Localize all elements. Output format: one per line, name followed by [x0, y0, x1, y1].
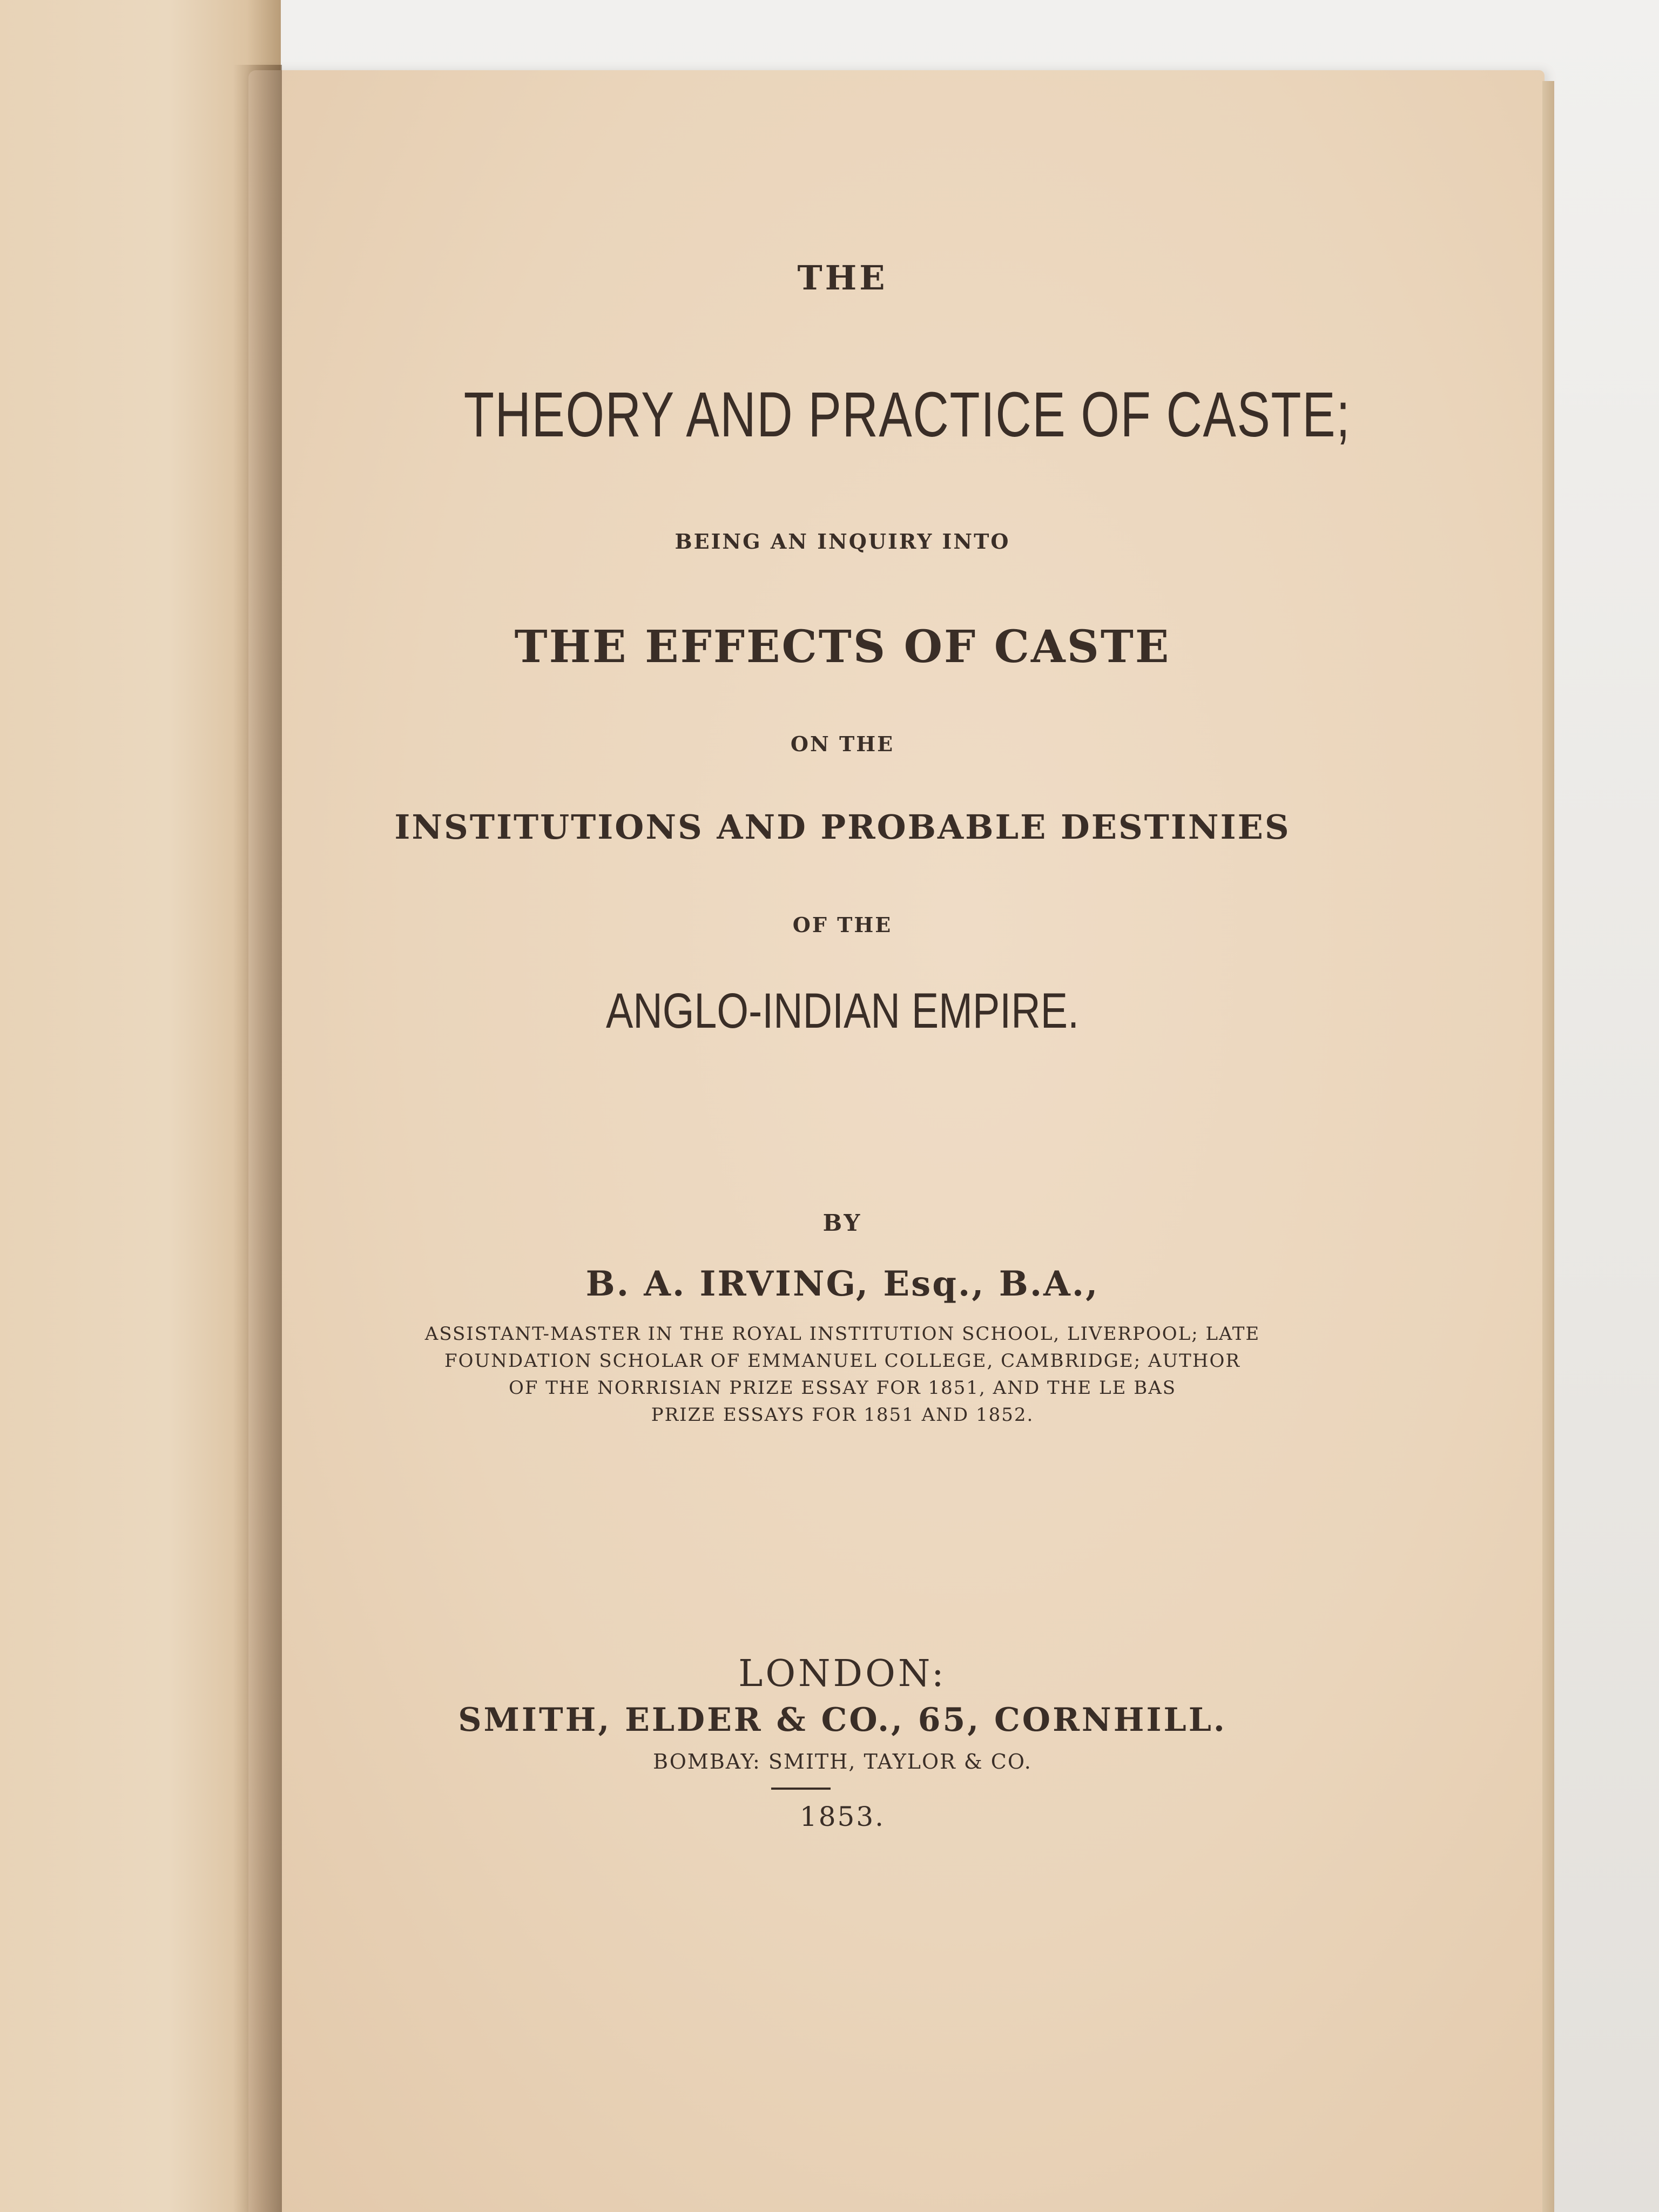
book-gutter [233, 65, 282, 2212]
title-article: THE [797, 258, 888, 298]
subtitle-empire: ANGLO-INDIAN EMPIRE. [605, 983, 1080, 1038]
author-description-line: OF THE NORRISIAN PRIZE ESSAY FOR 1851, AND THE LE BAS [508, 1377, 1177, 1399]
byline-label: BY [822, 1210, 862, 1236]
publication-year: 1853. [799, 1801, 886, 1832]
author-description-line: PRIZE ESSAYS FOR 1851 AND 1852. [651, 1404, 1034, 1426]
subtitle-connector-on: ON THE [790, 732, 895, 756]
publisher: SMITH, ELDER & CO., 65, CORNHILL. [458, 1701, 1227, 1739]
subtitle-main: THE EFFECTS OF CASTE [514, 621, 1171, 673]
subtitle-connector-of: OF THE [792, 913, 893, 937]
main-title: THEORY AND PRACTICE OF CASTE; [463, 379, 1351, 450]
page-edge [1542, 81, 1554, 2212]
imprint-city: LONDON: [738, 1653, 947, 1695]
author-description-line: ASSISTANT-MASTER IN THE ROYAL INSTITUTION SCHOOL, LIVERPOOL; LATE [424, 1323, 1260, 1345]
publisher-branch: BOMBAY: SMITH, TAYLOR & CO. [653, 1750, 1032, 1773]
author-name: B. A. IRVING, Esq., B.A., [585, 1264, 1100, 1304]
author-description-line: FOUNDATION SCHOLAR OF EMMANUEL COLLEGE, CAMBRIDGE; AUTHOR [444, 1350, 1240, 1372]
subtitle-institutions: INSTITUTIONS AND PROBABLE DESTINIES [394, 807, 1291, 847]
imprint-rule [771, 1788, 831, 1790]
subtitle-intro: BEING AN INQUIRY INTO [675, 529, 1010, 554]
